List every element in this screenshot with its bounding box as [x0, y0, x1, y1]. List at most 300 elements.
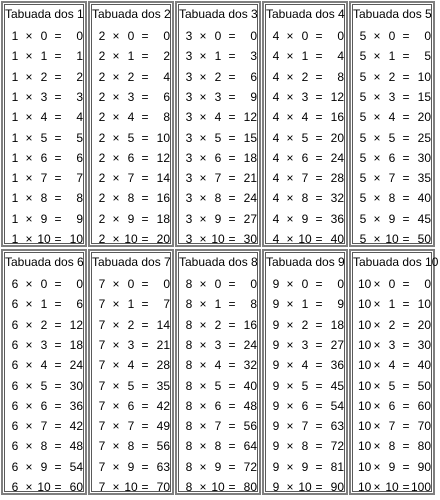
times-sign: × [112, 110, 120, 125]
multiplier: 6 [214, 398, 222, 413]
product: 16 [330, 110, 344, 125]
table-row [353, 477, 433, 497]
times-sign: × [373, 459, 381, 474]
times-sign: × [373, 439, 381, 454]
product: 2 [76, 69, 83, 84]
table-row [92, 315, 172, 335]
table-frame [4, 252, 84, 492]
equals-sign: = [228, 277, 236, 291]
equals-sign: = [315, 378, 323, 393]
multiplier: 1 [301, 297, 309, 312]
multiplier: 9 [301, 211, 309, 226]
table-row [179, 26, 259, 46]
times-sign: × [286, 130, 294, 145]
multiplicand: 5 [359, 49, 367, 64]
multiplicand: 10 [358, 297, 372, 312]
equals-sign: = [228, 89, 236, 104]
multiplier: 3 [214, 89, 222, 104]
product: 40 [417, 358, 431, 373]
equals-sign: = [315, 110, 323, 125]
times-sign: × [25, 317, 33, 332]
table-row [179, 477, 259, 497]
multiplier: 4 [214, 110, 222, 125]
multiplicand: 3 [185, 130, 193, 145]
equals-sign: = [228, 69, 236, 84]
times-sign: × [199, 358, 207, 373]
product: 21 [156, 337, 170, 352]
multiplicand: 7 [98, 419, 106, 434]
multiplicand: 6 [11, 317, 19, 332]
equals-sign: = [315, 337, 323, 352]
multiplicand: 2 [98, 110, 106, 125]
equals-sign: = [402, 317, 410, 332]
times-sign: × [373, 358, 381, 373]
multiplicand: 9 [272, 439, 280, 454]
multiplicand: 7 [98, 337, 106, 352]
table-row [92, 477, 172, 497]
multiplicand: 5 [359, 69, 367, 84]
equals-sign: = [54, 191, 62, 206]
product: 2 [163, 49, 170, 64]
product: 4 [163, 69, 170, 84]
multiplicand: 2 [98, 150, 106, 165]
times-sign: × [286, 297, 294, 312]
product: 0 [250, 277, 257, 291]
table-row [353, 46, 433, 66]
table-row [5, 477, 85, 497]
multiplier: 8 [40, 439, 48, 454]
multiplier: 1 [127, 49, 135, 64]
multiplier: 10 [385, 232, 399, 246]
table-row [179, 335, 259, 355]
multiplicand: 1 [11, 232, 19, 246]
product: 72 [243, 459, 257, 474]
equals-sign: = [54, 89, 62, 104]
multiplier: 10 [37, 232, 51, 246]
multiplicand: 3 [185, 171, 193, 186]
equals-sign: = [228, 29, 236, 43]
multiplier: 10 [298, 480, 312, 494]
times-sign: × [112, 378, 120, 393]
multiplicand: 4 [272, 171, 280, 186]
multiplier: 4 [127, 358, 135, 373]
multiplier: 0 [301, 277, 309, 291]
table-cell [349, 249, 439, 495]
multiplicand: 3 [185, 232, 193, 246]
times-sign: × [112, 398, 120, 413]
equals-sign: = [54, 150, 62, 165]
equals-sign: = [228, 49, 236, 64]
equals-sign: = [228, 110, 236, 125]
multiplicand: 1 [11, 29, 19, 43]
times-sign: × [112, 277, 120, 291]
product: 40 [243, 378, 257, 393]
multiplicand: 3 [185, 49, 193, 64]
times-sign: × [112, 459, 120, 474]
times-sign: × [25, 480, 33, 494]
times-sign: × [25, 232, 33, 246]
multiplier: 7 [127, 171, 135, 186]
product: 40 [417, 191, 431, 206]
product: 27 [243, 211, 257, 226]
equals-sign: = [228, 337, 236, 352]
equals-sign: = [228, 480, 236, 494]
table-row [92, 294, 172, 314]
multiplier: 5 [127, 130, 135, 145]
times-sign: × [373, 49, 381, 64]
table-title: Tabuada dos 5 [353, 7, 432, 21]
equals-sign: = [402, 29, 410, 43]
table-row [266, 46, 346, 66]
equals-sign: = [402, 378, 410, 393]
equals-sign: = [315, 297, 323, 312]
table-row [5, 148, 85, 168]
times-sign: × [112, 89, 120, 104]
multiplier: 10 [211, 480, 225, 494]
multiplier: 6 [301, 398, 309, 413]
times-sign: × [25, 191, 33, 206]
equals-sign: = [141, 130, 149, 145]
product: 24 [243, 191, 257, 206]
product: 8 [163, 110, 170, 125]
multiplier: 0 [301, 29, 309, 43]
multiplier: 9 [301, 459, 309, 474]
multiplier: 4 [214, 358, 222, 373]
multiplier: 9 [388, 211, 396, 226]
multiplicand: 1 [11, 110, 19, 125]
equals-sign: = [141, 337, 149, 352]
multiplicand: 2 [98, 191, 106, 206]
equals-sign: = [315, 232, 323, 246]
times-sign: × [373, 69, 381, 84]
multiplier: 8 [388, 439, 396, 454]
multiplier: 10 [124, 480, 138, 494]
equals-sign: = [228, 232, 236, 246]
times-sign: × [373, 378, 381, 393]
table-row [92, 148, 172, 168]
table-cell [88, 249, 174, 495]
table-row [353, 229, 433, 249]
times-sign: × [286, 49, 294, 64]
equals-sign: = [141, 277, 149, 291]
product: 12 [156, 150, 170, 165]
table-row [5, 396, 85, 416]
equals-sign: = [402, 480, 410, 494]
table-row [179, 376, 259, 396]
equals-sign: = [54, 439, 62, 454]
table-row [266, 355, 346, 375]
times-sign: × [25, 419, 33, 434]
equals-sign: = [141, 398, 149, 413]
product: 10 [417, 297, 431, 312]
table-row [266, 315, 346, 335]
equals-sign: = [402, 358, 410, 373]
product: 49 [156, 419, 170, 434]
multiplier: 4 [301, 358, 309, 373]
equals-sign: = [402, 211, 410, 226]
table-title: Tabuada dos 3 [179, 7, 258, 21]
table-row [179, 46, 259, 66]
table-title: Tabuada dos 2 [92, 7, 171, 21]
product: 7 [163, 297, 170, 312]
times-sign: × [112, 211, 120, 226]
product: 0 [76, 277, 83, 291]
times-sign: × [112, 358, 120, 373]
multiplicand: 9 [272, 459, 280, 474]
multiplicand: 7 [98, 358, 106, 373]
equals-sign: = [141, 150, 149, 165]
times-sign: × [25, 150, 33, 165]
table-row [353, 168, 433, 188]
multiplier: 10 [385, 480, 399, 494]
product: 35 [417, 171, 431, 186]
product: 70 [417, 419, 431, 434]
product: 0 [250, 29, 257, 43]
table-row [266, 26, 346, 46]
multiplicand: 9 [272, 398, 280, 413]
times-sign: × [25, 110, 33, 125]
table-row [266, 188, 346, 208]
multiplicand: 10 [358, 439, 372, 454]
times-sign: × [199, 297, 207, 312]
times-sign: × [373, 110, 381, 125]
equals-sign: = [402, 150, 410, 165]
equals-sign: = [315, 191, 323, 206]
table-row [92, 457, 172, 477]
product: 18 [243, 150, 257, 165]
multiplicand: 5 [359, 232, 367, 246]
multiplicand: 2 [98, 232, 106, 246]
product: 30 [243, 232, 257, 246]
product: 20 [417, 317, 431, 332]
multiplier: 2 [388, 69, 396, 84]
multiplicand: 6 [11, 378, 19, 393]
multiplicand: 3 [185, 29, 193, 43]
equals-sign: = [54, 378, 62, 393]
multiplier: 9 [388, 459, 396, 474]
multiplier: 2 [127, 69, 135, 84]
equals-sign: = [402, 232, 410, 246]
times-sign: × [199, 277, 207, 291]
multiplicand: 7 [98, 297, 106, 312]
multiplier: 1 [214, 297, 222, 312]
times-sign: × [286, 211, 294, 226]
multiplicand: 7 [98, 277, 106, 291]
multiplier: 10 [298, 232, 312, 246]
multiplicand: 9 [272, 297, 280, 312]
times-sign: × [373, 277, 381, 291]
product: 45 [330, 378, 344, 393]
times-sign: × [373, 337, 381, 352]
multiplier: 3 [388, 337, 396, 352]
multiplier: 3 [40, 89, 48, 104]
table-row [92, 436, 172, 456]
table-row [353, 396, 433, 416]
equals-sign: = [54, 29, 62, 43]
table-row [92, 416, 172, 436]
product: 10 [69, 232, 83, 246]
times-sign: × [373, 232, 381, 246]
multiplicand: 10 [358, 480, 372, 494]
product: 18 [330, 317, 344, 332]
times-sign: × [112, 150, 120, 165]
equals-sign: = [315, 49, 323, 64]
multiplicand: 9 [272, 378, 280, 393]
table-row [179, 229, 259, 249]
equals-sign: = [141, 439, 149, 454]
multiplier: 7 [214, 419, 222, 434]
product: 42 [69, 419, 83, 434]
table-row [5, 229, 85, 249]
times-sign: × [199, 337, 207, 352]
multiplicand: 6 [11, 480, 19, 494]
equals-sign: = [228, 358, 236, 373]
times-sign: × [286, 150, 294, 165]
table-row [266, 477, 346, 497]
table-row [266, 128, 346, 148]
multiplicand: 7 [98, 459, 106, 474]
times-sign: × [199, 110, 207, 125]
table-row [179, 87, 259, 107]
multiplier: 8 [127, 191, 135, 206]
multiplicand: 2 [98, 89, 106, 104]
times-sign: × [25, 297, 33, 312]
table-row [353, 107, 433, 127]
equals-sign: = [54, 232, 62, 246]
multiplier: 0 [40, 29, 48, 43]
table-title: Tabuada dos 6 [5, 255, 84, 269]
product: 12 [330, 89, 344, 104]
table-cell [175, 249, 261, 495]
table-row [5, 376, 85, 396]
product: 24 [69, 358, 83, 373]
multiplicand: 10 [358, 337, 372, 352]
table-row [5, 188, 85, 208]
table-row [266, 396, 346, 416]
equals-sign: = [402, 49, 410, 64]
equals-sign: = [54, 459, 62, 474]
product: 60 [69, 480, 83, 494]
multiplicand: 1 [11, 89, 19, 104]
product: 36 [330, 358, 344, 373]
times-sign: × [112, 49, 120, 64]
multiplicand: 8 [185, 317, 193, 332]
table-frame [265, 252, 345, 492]
table-row [266, 209, 346, 229]
multiplier: 10 [124, 232, 138, 246]
multiplicand: 2 [98, 130, 106, 145]
times-sign: × [286, 69, 294, 84]
multiplicand: 8 [185, 480, 193, 494]
multiplicand: 6 [11, 337, 19, 352]
multiplicand: 9 [272, 419, 280, 434]
times-sign: × [286, 110, 294, 125]
multiplicand: 1 [11, 69, 19, 84]
multiplier: 6 [214, 150, 222, 165]
table-row [179, 148, 259, 168]
multiplicand: 8 [185, 398, 193, 413]
multiplier: 2 [40, 69, 48, 84]
table-row [353, 457, 433, 477]
times-sign: × [199, 398, 207, 413]
multiplicand: 5 [359, 171, 367, 186]
product: 8 [76, 191, 83, 206]
times-sign: × [112, 29, 120, 43]
table-cell [1, 249, 87, 495]
multiplier: 2 [40, 317, 48, 332]
table-row [92, 335, 172, 355]
table-row [353, 416, 433, 436]
times-sign: × [286, 337, 294, 352]
table-cell [349, 1, 435, 247]
table-row [179, 315, 259, 335]
product: 4 [76, 110, 83, 125]
table-row [92, 355, 172, 375]
times-sign: × [373, 130, 381, 145]
times-sign: × [286, 89, 294, 104]
multiplier: 5 [388, 378, 396, 393]
times-sign: × [25, 378, 33, 393]
product: 0 [76, 29, 83, 43]
multiplicand: 5 [359, 110, 367, 125]
times-sign: × [286, 232, 294, 246]
product: 56 [243, 419, 257, 434]
multiplier: 9 [40, 459, 48, 474]
equals-sign: = [315, 419, 323, 434]
multiplicand: 10 [358, 398, 372, 413]
multiplicand: 9 [272, 358, 280, 373]
equals-sign: = [54, 110, 62, 125]
multiplier: 6 [127, 150, 135, 165]
product: 20 [330, 130, 344, 145]
product: 18 [69, 337, 83, 352]
table-row [92, 87, 172, 107]
product: 16 [243, 317, 257, 332]
table-row [179, 396, 259, 416]
multiplier: 6 [388, 150, 396, 165]
multiplier: 0 [388, 277, 396, 291]
times-sign: × [199, 232, 207, 246]
multiplicand: 6 [11, 277, 19, 291]
table-row [353, 87, 433, 107]
equals-sign: = [402, 277, 410, 291]
multiplier: 5 [301, 378, 309, 393]
product: 6 [163, 89, 170, 104]
multiplicand: 1 [11, 211, 19, 226]
table-row [353, 148, 433, 168]
product: 80 [243, 480, 257, 494]
equals-sign: = [141, 110, 149, 125]
multiplicand: 1 [11, 49, 19, 64]
multiplicand: 2 [98, 211, 106, 226]
product: 15 [417, 89, 431, 104]
table-row [92, 128, 172, 148]
multiplicand: 1 [11, 171, 19, 186]
multiplicand: 10 [358, 358, 372, 373]
equals-sign: = [54, 171, 62, 186]
times-sign: × [199, 150, 207, 165]
product: 20 [417, 110, 431, 125]
multiplier: 2 [214, 317, 222, 332]
multiplicand: 7 [98, 398, 106, 413]
table-title: Tabuada dos 9 [266, 255, 345, 269]
equals-sign: = [228, 130, 236, 145]
times-sign: × [373, 171, 381, 186]
multiplier: 6 [40, 398, 48, 413]
multiplicand: 1 [11, 150, 19, 165]
table-row [266, 87, 346, 107]
table-row [266, 229, 346, 249]
